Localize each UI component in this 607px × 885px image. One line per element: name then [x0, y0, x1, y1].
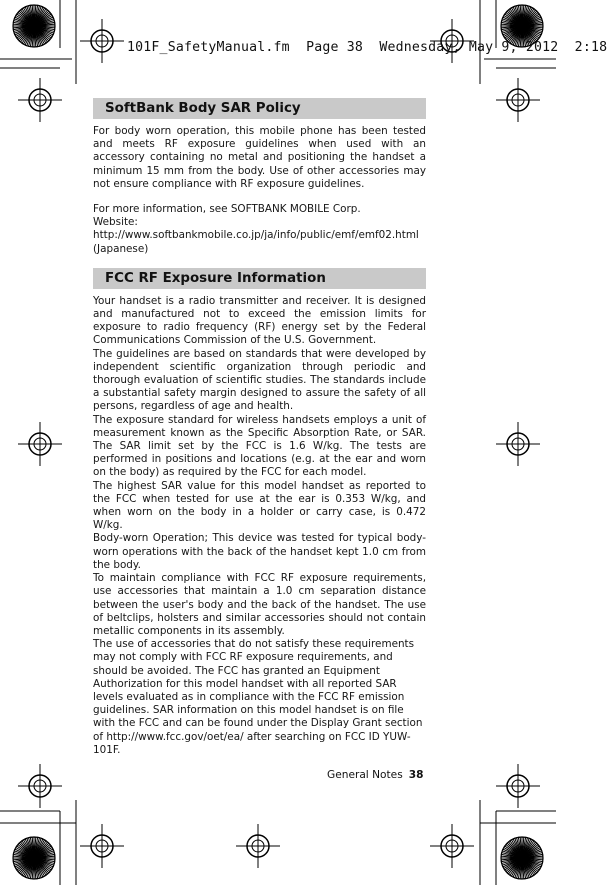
footer-section-name: General Notes — [327, 769, 403, 781]
website-text: Website: http://www.softbankmobile.co.jp/ja/info/public/emf/emf02.html (Japanese) — [93, 216, 419, 255]
section-heading-fcc-rf: FCC RF Exposure Information — [93, 268, 426, 289]
fcc-paragraph: The use of accessories that do not satisfy these requirements may not comply with FCC RF exposure requirements, and should be avoided. The FCC has granted an Equipment Authorization for this model handset with all reported SAR levels evaluated as in compliance with the FCC RF emission guidelines. SAR information on this model handset is on file with the FCC and can be found under the Display Grant section of http://www.fcc.gov/oet/ea/ after searching on FCC ID YUW-101F. — [93, 638, 423, 756]
section-heading-sar-policy: SoftBank Body SAR Policy — [93, 98, 426, 119]
page-footer — [327, 768, 423, 782]
sar-policy-paragraph: For body worn operation, this mobile phone has been tested and meets RF exposure guidelines when used with an accessory containing no metal and positioning the handset a minimum 15 mm from the body. Use of other accessories may not ensure compliance with RF exposure guidelines. — [93, 125, 426, 190]
page-content — [93, 98, 426, 757]
fcc-paragraph: The highest SAR value for this model handset as reported to the FCC when tested for use at the ear is 0.353 W/kg, and when worn on the body in a holder or carry case, is 0.472 W/kg. — [93, 479, 426, 532]
spacer — [93, 191, 426, 203]
fcc-paragraph: The guidelines are based on standards that were developed by independent scientific organization through periodic and thorough evaluation of scientific studies. The standards include a substantial safety margin designed to assure the safety of all persons, regardless of age and health. — [93, 347, 426, 413]
more-info-text: For more information, see SOFTBANK MOBILE Corp. — [93, 203, 361, 216]
fcc-paragraph: To maintain compliance with FCC RF exposure requirements, use accessories that maintain a 1.0 cm separation distance between the user's body and the back of the handset. The use of beltclips, holsters and similar accessories should not contain metallic components in its assembly. — [93, 572, 426, 637]
fcc-paragraph: Body-worn Operation; This device was tested for typical body-worn operations with the back of the handset kept 1.0 cm from the body. — [93, 532, 426, 571]
file-slug: 101F_SafetyManual.fm Page 38 Wednesday, May 9, 2012 2:18 — [127, 40, 607, 55]
page-number: 38 — [408, 769, 424, 781]
fcc-paragraph: The exposure standard for wireless handsets employs a unit of measurement known as the Specific Absorption Rate, or SAR. The SAR limit set by the FCC is 1.6 W/kg. The tests are performed in positions and locations (e.g. at the ear and worn on the body) as required by the FCC for each model. — [93, 413, 426, 479]
fcc-paragraph: Your handset is a radio transmitter and receiver. It is designed and manufactured not to exceed the emission limits for exposure to radio frequency (RF) energy set by the Federal Communications Commission of the U.S. Government. — [93, 294, 426, 347]
fcc-rf-body — [93, 295, 426, 757]
